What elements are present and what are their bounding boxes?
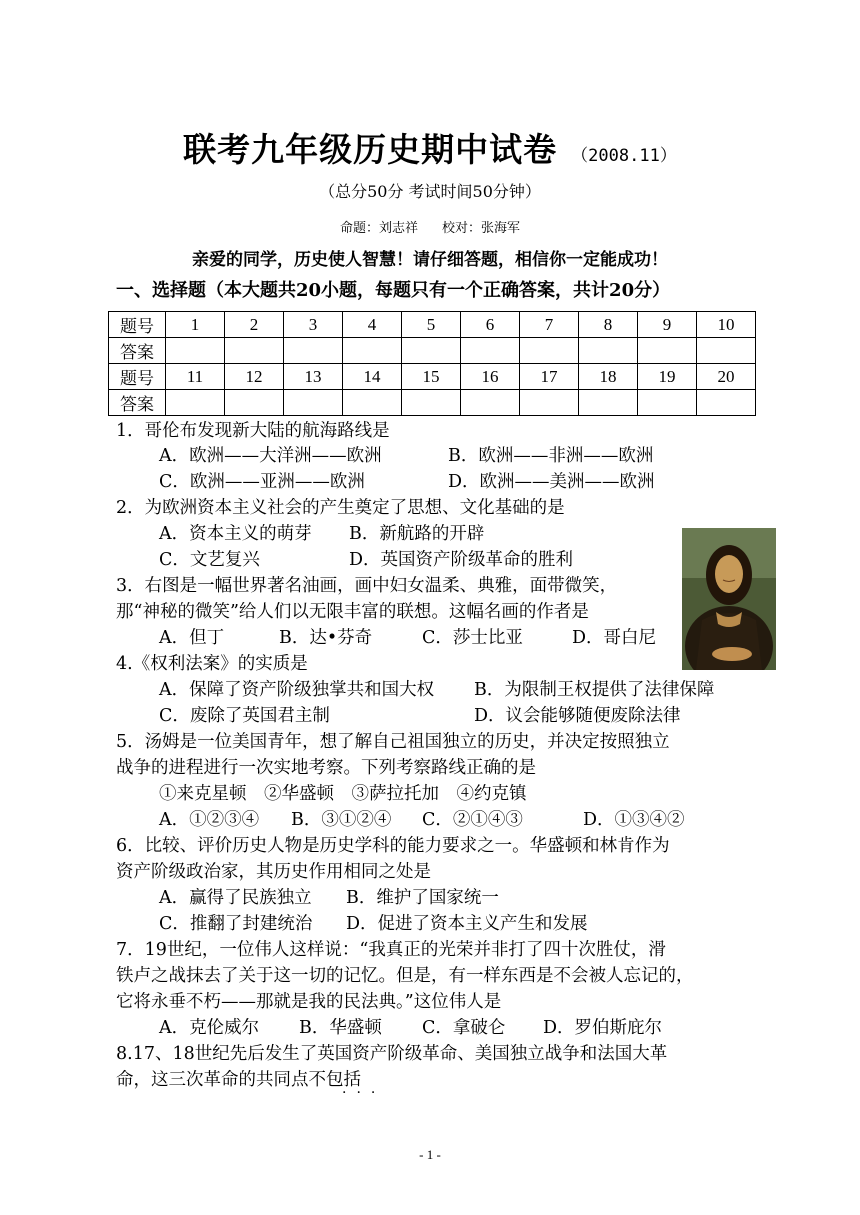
author: 命题：刘志祥	[339, 221, 418, 236]
answer-cell[interactable]	[638, 390, 697, 416]
question-5-stem-line1: 5．汤姆是一位美国青年，想了解自己祖国独立的历史，并决定按照独立	[116, 732, 670, 752]
question-number-cell: 19	[638, 364, 697, 390]
question-5-stem-line2: 战争的进程进行一次实地考察。下列考察路线正确的是	[116, 758, 536, 778]
answer-table	[108, 311, 756, 416]
exam-title: 联考九年级历史期中试卷	[183, 130, 558, 169]
answer-cell[interactable]	[638, 338, 697, 364]
emphasis-dots: ···	[342, 1085, 386, 1101]
answer-cell[interactable]	[402, 338, 461, 364]
question-6-option-a: A．赢得了民族独立	[159, 888, 312, 908]
question-number-cell: 13	[284, 364, 343, 390]
question-3-option-c: C．莎士比亚	[422, 628, 523, 648]
question-6-stem-line2: 资产阶级政治家，其历史作用相同之处是	[116, 862, 431, 882]
answer-cell[interactable]	[166, 390, 225, 416]
page-number: - 1 -	[419, 1147, 441, 1162]
question-number-cell: 5	[402, 312, 461, 338]
table-row	[109, 338, 756, 364]
question-2-option-a: A．资本主义的萌芽	[159, 524, 312, 544]
question-5-option-b: B．③①②④	[291, 810, 392, 830]
question-6-stem-line1: 6．比较、评价历史人物是历史学科的能力要求之一。华盛顿和林肯作为	[116, 836, 670, 856]
question-2-option-b: B．新航路的开辟	[349, 524, 485, 544]
table-row	[109, 312, 756, 338]
question-7-stem-line1: 7．19世纪，一位伟人这样说：“我真正的光荣并非打了四十次胜仗，滑	[116, 940, 666, 960]
question-6-option-b: B．维护了国家统一	[346, 888, 499, 908]
question-1-option-b: B．欧洲——非洲——欧洲	[448, 446, 654, 466]
question-3-stem-line1: 3．右图是一幅世界著名油画，画中妇女温柔、典雅，面带微笑，	[116, 576, 618, 596]
answer-cell[interactable]	[579, 338, 638, 364]
question-3-option-b: B．达•芬奇	[279, 628, 373, 648]
question-7-option-b: B．华盛顿	[299, 1018, 382, 1038]
question-1-stem: 1．哥伦布发现新大陆的航海路线是	[116, 421, 390, 441]
row-label-number: 题号	[109, 364, 166, 390]
question-7-stem-line2: 铁卢之战抹去了关于这一切的记忆。但是，有一样东西是不会被人忘记的，	[116, 966, 694, 986]
question-number-cell: 8	[579, 312, 638, 338]
answer-cell[interactable]	[461, 338, 520, 364]
answer-cell[interactable]	[402, 390, 461, 416]
question-1-option-d: D．欧洲——美洲——欧洲	[448, 472, 655, 492]
question-7-stem-line3: 它将永垂不朽——那就是我的民法典。”这位伟人是	[116, 992, 502, 1012]
question-number-cell: 18	[579, 364, 638, 390]
question-5-option-d: D．①③④②	[583, 810, 685, 830]
mona-lisa-image	[682, 528, 776, 670]
row-label-number: 题号	[109, 312, 166, 338]
question-2-stem: 2．为欧洲资本主义社会的产生奠定了思想、文化基础的是	[116, 498, 565, 518]
mona-lisa-painting	[682, 528, 776, 670]
question-number-cell: 4	[343, 312, 402, 338]
answer-cell[interactable]	[225, 338, 284, 364]
question-1-option-c: C．欧洲——亚洲——欧洲	[159, 472, 365, 492]
question-7-option-a: A．克伦威尔	[159, 1018, 260, 1038]
answer-cell[interactable]	[225, 390, 284, 416]
question-8-stem-line2: 命，这三次革命的共同点不包括	[116, 1070, 361, 1090]
question-number-cell: 3	[284, 312, 343, 338]
reviewer: 校对：张海军	[442, 221, 521, 236]
question-number-cell: 12	[225, 364, 284, 390]
exam-date: （2008.11）	[571, 146, 677, 166]
question-8-stem-line1: 8.17、18世纪先后发生了英国资产阶级革命、美国独立战争和法国大革	[116, 1044, 668, 1064]
table-row	[109, 364, 756, 390]
question-number-cell: 20	[697, 364, 756, 390]
question-7-option-d: D．罗伯斯庇尔	[543, 1018, 663, 1038]
question-number-cell: 10	[697, 312, 756, 338]
section-title: 一、选择题（本大题共20小题，每题只有一个正确答案，共计20分）	[116, 280, 671, 301]
answer-cell[interactable]	[284, 338, 343, 364]
answer-cell[interactable]	[343, 338, 402, 364]
question-number-cell: 2	[225, 312, 284, 338]
answer-cell[interactable]	[166, 338, 225, 364]
question-number-cell: 9	[638, 312, 697, 338]
question-4-stem: 4.《权利法案》的实质是	[116, 654, 308, 674]
greeting: 亲爱的同学，历史使人智慧！请仔细答题，相信你一定能成功！	[192, 250, 668, 270]
row-label-answer: 答案	[109, 338, 166, 364]
question-number-cell: 11	[166, 364, 225, 390]
answer-cell[interactable]	[520, 390, 579, 416]
question-3-option-d: D．哥白尼	[572, 628, 657, 648]
answer-cell[interactable]	[461, 390, 520, 416]
question-5-places: ①来克星顿 ②华盛顿 ③萨拉托加 ④约克镇	[159, 784, 527, 804]
question-5-option-a: A．①②③④	[159, 810, 260, 830]
question-1-option-a: A．欧洲——大洋洲——欧洲	[159, 446, 382, 466]
answer-cell[interactable]	[520, 338, 579, 364]
answer-cell[interactable]	[284, 390, 343, 416]
question-number-cell: 15	[402, 364, 461, 390]
question-number-cell: 17	[520, 364, 579, 390]
exam-subtitle: （总分50分 考试时间50分钟）	[319, 182, 541, 201]
answer-cell[interactable]	[697, 338, 756, 364]
answer-cell[interactable]	[579, 390, 638, 416]
question-6-option-d: D．促进了资本主义产生和发展	[346, 914, 588, 934]
question-4-option-d: D．议会能够随便废除法律	[474, 706, 681, 726]
question-number-cell: 7	[520, 312, 579, 338]
question-4-option-b: B．为限制王权提供了法律保障	[474, 680, 715, 700]
question-6-option-c: C．推翻了封建统治	[159, 914, 313, 934]
question-4-option-c: C．废除了英国君主制	[159, 706, 330, 726]
answer-cell[interactable]	[343, 390, 402, 416]
question-7-option-c: C．拿破仑	[422, 1018, 506, 1038]
row-label-answer: 答案	[109, 390, 166, 416]
answer-cell[interactable]	[697, 390, 756, 416]
question-number-cell: 14	[343, 364, 402, 390]
question-4-option-a: A．保障了资产阶级独掌共和国大权	[159, 680, 435, 700]
question-2-option-c: C．文艺复兴	[159, 550, 260, 570]
question-5-option-c: C．②①④③	[422, 810, 523, 830]
question-3-stem-line2: 那“神秘的微笑”给人们以无限丰富的联想。这幅名画的作者是	[116, 602, 589, 622]
page-title	[0, 124, 860, 171]
question-number-cell: 1	[166, 312, 225, 338]
table-row	[109, 390, 756, 416]
question-number-cell: 16	[461, 364, 520, 390]
question-3-option-a: A．但丁	[159, 628, 225, 648]
credits	[0, 217, 860, 236]
question-number-cell: 6	[461, 312, 520, 338]
question-2-option-d: D．英国资产阶级革命的胜利	[349, 550, 574, 570]
